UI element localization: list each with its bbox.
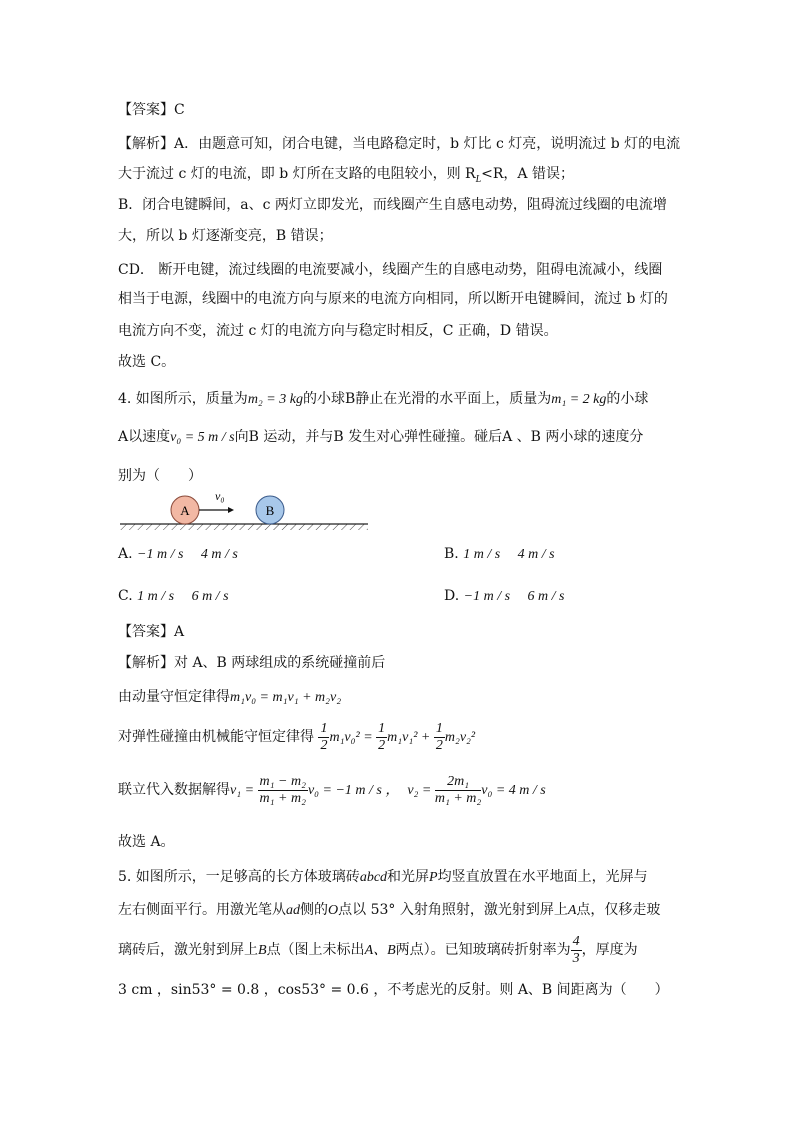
q5-stem-line: 左右侧面平行。用激光笔从ad侧的O点以 53° 入射角照射，激光射到屏上A点，仅移走玻 (118, 902, 661, 918)
q5-stem-line: 璃砖后，激光射到屏上B点（图上未标出A、B两点）。已知玻璃砖折射率为 $\frac{4}{3}$ ，厚度为 (118, 933, 638, 966)
q3-explain-line: CD． 断开电键，流过线圈的电流要减小，线圈产生的自感电动势，阻碍电流减小，线圈 (118, 262, 663, 278)
ball-b-label: B (265, 503, 275, 518)
q3-explain-line: 相当于电源，线圈中的电流方向与原来的电流方向相同，所以断开电键瞬间，流过 b 灯的 (118, 291, 668, 307)
q3-explain-line: 【解析】A．由题意可知，闭合电键，当电路稳定时，b 灯比 c 灯亮，说明流过 b 灯的电流 (118, 136, 681, 152)
q4-stem-line: A以速度v₀ = 5 m / s向B 运动，并与B 发生对心弹性碰撞。碰后A 、B 两小球的速度分 (118, 429, 644, 445)
q5-stem-line: 3 cm ，sin53° = 0.8 ，cos53° = 0.6 ，不考虑光的反射。则 A、B 间距离为（ ） (118, 982, 669, 998)
velocity-label: v₀ (215, 489, 225, 503)
q4-option-a: A. −1 m / s 4 m / s (118, 546, 238, 562)
q4-stem-line: 别为（ ） (118, 468, 202, 484)
q4-explain-line: 【解析】对 A、B 两球组成的系统碰撞前后 (118, 655, 386, 671)
q3-explain-line: B．闭合电键瞬间，a、c 两灯立即发光，而线圈产生自感电动势，阻碍流过线圈的电流增 (118, 197, 667, 213)
q3-answer: 【答案】C (118, 102, 185, 118)
q4-collision-figure (120, 488, 370, 536)
q3-explain-line: 大于流过 c 灯的电流，即 b 灯所在支路的电阻较小，则 $R_L<R$，A 错误； (118, 166, 574, 185)
q4-conclusion: 故选 A。 (118, 834, 175, 850)
q4-answer: 【答案】A (118, 624, 185, 640)
q4-stem-line: 4. 如图所示，质量为m₂ = 3 kg的小球B静止在光滑的水平面上，质量为m₁ = 2 kg的小球 (118, 391, 649, 407)
q4-option-b: B. 1 m / s 4 m / s (444, 546, 555, 562)
q3-explain-line: 电流方向不变，流过 c 灯的电流方向与稳定时相反，C 正确，D 错误。 (118, 323, 558, 339)
q4-momentum-eq: 由动量守恒定律得m₁v₀ = m₁v₁ + m₂v₂ (118, 689, 342, 705)
q3-explain-line: 大，所以 b 灯逐渐变亮，B 错误； (118, 228, 333, 244)
q4-option-c: C. 1 m / s 6 m / s (118, 588, 229, 604)
q4-energy-eq: 对弹性碰撞由机械能守恒定律得 $\frac{1}{2}$ m₁v₀² = $\frac{1}{2}$ m₁v₁² + $\frac{1}{2}$ m₂v₂² (118, 720, 476, 753)
q5-stem-line: 5. 如图所示，一足够高的长方体玻璃砖abcd和光屏P均竖直放置在水平地面上，光屏与 (118, 869, 648, 885)
ball-a-label: A (180, 503, 190, 518)
q3-conclusion: 故选 C。 (118, 354, 176, 370)
q4-option-d: D. −1 m / s 6 m / s (444, 588, 565, 604)
q4-solution-eq: 联立代入数据解得v₁ = $\frac{\text{m₁ − m₂}}{\text{m₁ + m₂}}$ v₀ = −1 m / s ， v₂ = $\frac{\text{2m₁}}{\text{m₁ + m₂}}$ v₀ = 4 m / s (118, 773, 546, 806)
